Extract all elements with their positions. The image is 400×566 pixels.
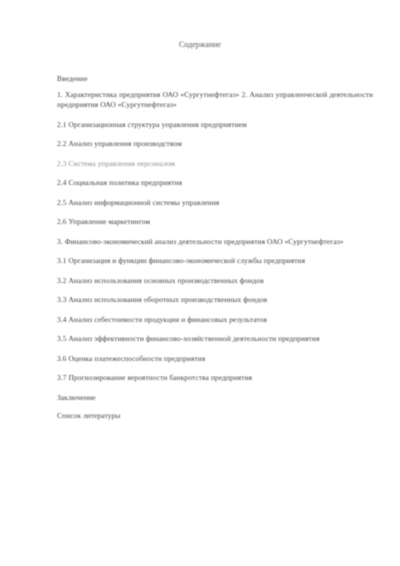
toc-entry-2-1: 2.1 Организационная структура управления предприятием — [57, 119, 247, 129]
toc-entry-3-3: 3.3 Анализ использования оборотных производственных фондов — [57, 295, 268, 304]
page-title: Содержание — [179, 40, 221, 49]
toc-entry-2-5: 2.5 Анализ информационной системы управления — [57, 197, 220, 207]
toc-entry-3-4: 3.4 Анализ себестоимости продукции и финансовых результатов — [57, 314, 268, 324]
toc-entry-3-5: 3.5 Анализ эффективности финансово-хозяйственной деятельности предприятия — [57, 334, 320, 343]
toc-entry-2-2: 2.2 Анализ управления производством — [57, 139, 182, 148]
toc-entry-2-6: 2.6 Управление маркетингом — [57, 217, 151, 226]
toc-entry-conclusion: Заключение — [57, 392, 96, 402]
table-of-contents — [57, 74, 373, 430]
toc-entry-3-2: 3.2 Анализ использования основных производственных фондов — [57, 275, 264, 285]
toc-entry-chapter-3: 3. Финансово-экономический анализ деятельности предприятия ОАО «Сургутнефтегаз» — [57, 236, 344, 246]
toc-entry-introduction: Введение — [57, 74, 88, 83]
toc-entry-3-1: 3.1 Организация и функции финансово-экономической службы предприятия — [57, 256, 306, 265]
toc-entry-references: Список литературы — [57, 411, 121, 420]
toc-entry-2-3: 2.3 Система управления персоналом — [57, 158, 176, 168]
toc-entry-2-4: 2.4 Социальная политика предприятия — [57, 178, 183, 187]
toc-entry-3-6: 3.6 Оценка платежеспособности предприятия — [57, 353, 206, 363]
toc-entry-chapter-1-2: 1. Характеристика предприятия ОАО «Сургутнефтегаз» 2. Анализ управленческой деятельности предприятия ОАО «Сургутнефтегаз» — [57, 89, 373, 109]
toc-entry-3-7: 3.7 Прогнозирование вероятности банкротства предприятия — [57, 373, 253, 382]
